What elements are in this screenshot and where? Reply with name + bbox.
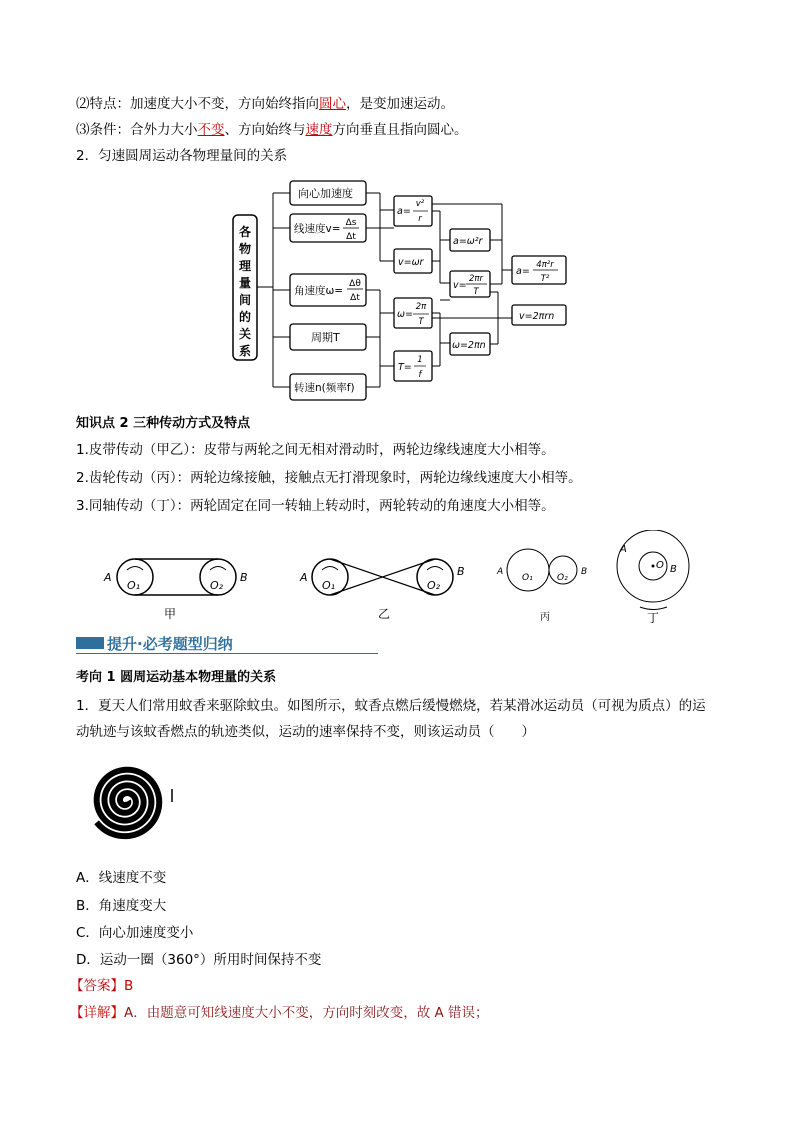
linear-velocity-label: 线速度v= — [294, 223, 341, 235]
option-d[interactable]: D．运动一圈（360°）所用时间保持不变 — [76, 952, 322, 968]
left-label-char: 量 — [238, 276, 252, 290]
belt-drive-text: 1.皮带传动（甲乙）：皮带与两轮之间无相对滑动时，两轮边缘线速度大小相等。 — [76, 442, 555, 458]
gear-drive-text: 2.齿轮传动（丙）：两轮边缘接触，接触点无打滑现象时，两轮边缘线速度大小相等。 — [76, 470, 582, 486]
yi-label-O1: O₁ — [322, 579, 336, 592]
left-label-char: 物 — [238, 242, 252, 256]
centripetal-accel-label: 向心加速度 — [298, 187, 353, 200]
spiral-figure — [72, 752, 182, 852]
v-2pirn: v=2πrn — [519, 311, 555, 322]
w-2piT-den: T — [418, 317, 424, 327]
frac-ds-num: Δs — [345, 218, 357, 228]
transmission-figures — [0, 530, 794, 630]
banner-underline — [76, 653, 378, 654]
jia-label-O1: O₁ — [127, 579, 141, 592]
yi-label-B: B — [457, 565, 465, 578]
ding-label-O: O — [656, 560, 664, 571]
period-label: 周期T — [311, 331, 340, 344]
bing-label-O1: O₁ — [522, 573, 533, 583]
option-a[interactable]: A．线速度不变 — [76, 870, 167, 886]
coaxial-drive-text: 3.同轴传动（丁）：两轮固定在同一转轴上转动时，两轮转动的角速度大小相等。 — [76, 498, 555, 514]
yi-label-A: A — [300, 571, 308, 584]
cond-b: 不变 — [197, 122, 225, 138]
knowledge-point-2-title: 知识点 2 三种传动方式及特点 — [76, 416, 251, 431]
yi-label-O2: O₂ — [427, 579, 441, 592]
T-1f-den: f — [418, 370, 422, 380]
yi-caption: 乙 — [377, 607, 391, 621]
question-stem-line2: 动轨迹与该蚊香燃点的轨迹类似，运动的速率保持不变，则该运动员（ ） — [76, 724, 535, 740]
w-2piT-lhs: ω= — [397, 309, 413, 320]
question-stem-line1: 1．夏天人们常用蚊香来驱除蚊虫。如图所示，蚊香点燃后缓慢燃烧，若某滑冰运动员（可视为质点）的运 — [76, 698, 706, 714]
detail-text: A．由题意可知线速度大小不变，方向时刻改变，故 A 错误； — [124, 1005, 489, 1021]
answer-tag: 【答案】 — [70, 978, 124, 994]
v-2pirT-num: 2πr — [468, 274, 484, 284]
frac-ds-den: Δt — [346, 232, 356, 242]
left-label-char: 理 — [238, 259, 252, 273]
cond-c: 、方向始终与 — [224, 122, 306, 138]
rotation-rate-label: 转速n(频率f) — [294, 382, 355, 394]
a-4pi2r-lhs: a= — [516, 266, 530, 277]
option-c[interactable]: C．向心加速度变小 — [76, 925, 194, 941]
left-label-char: 关 — [238, 327, 252, 341]
bing-label-B: B — [581, 567, 588, 577]
bing-label-A: A — [497, 567, 504, 577]
jia-label-A: A — [104, 571, 112, 584]
detail-tag: 【详解】 — [70, 1005, 124, 1021]
w-2piT-num: 2π — [415, 302, 427, 312]
relation-diagram — [0, 0, 794, 410]
ding-caption: 丁 — [646, 611, 660, 625]
angular-velocity-label: 角速度ω= — [294, 285, 344, 297]
answer-line — [70, 976, 133, 996]
jia-caption: 甲 — [163, 607, 177, 621]
bing-label-O2: O₂ — [557, 573, 568, 583]
answer-value: B — [124, 978, 134, 994]
left-label-char: 间 — [238, 293, 252, 307]
frac-dtheta-den: Δt — [350, 293, 360, 303]
bing-caption: 丙 — [540, 612, 550, 623]
banner-accent — [76, 637, 104, 649]
feature-suffix: ，是变加速运动。 — [346, 96, 454, 112]
a-v2r-num: v² — [415, 199, 425, 209]
feature-text: ⑵特点：加速度大小不变，方向始终指向 — [76, 96, 319, 112]
left-label-char: 的 — [238, 310, 252, 324]
cond-a: ⑶条件：合外力大小 — [76, 122, 198, 138]
detail-line — [70, 1003, 489, 1023]
T-1f-num: 1 — [417, 355, 423, 365]
ding-label-A: A — [620, 544, 627, 555]
figure-bing — [507, 549, 577, 591]
jia-label-O2: O₂ — [210, 579, 224, 592]
w-2pin: ω=2πn — [452, 340, 486, 351]
question-topic: 考向 1 圆周运动基本物理量的关系 — [76, 670, 277, 685]
feature-center: 圆心 — [319, 96, 346, 112]
a-4pi2r-den: T² — [540, 274, 550, 284]
section-banner — [76, 632, 378, 654]
cond-e: 方向垂直且指向圆心。 — [332, 122, 468, 138]
figure-ding — [617, 530, 689, 610]
ding-label-B: B — [670, 564, 677, 575]
v-wr: v=ωr — [398, 257, 424, 268]
a-v2r-lhs: a= — [397, 206, 411, 217]
cond-d: 速度 — [305, 122, 333, 138]
a-v2r-den: r — [418, 214, 422, 224]
left-label-char: 各 — [238, 225, 252, 239]
v-2pirT-den: T — [473, 287, 479, 297]
v-2pirT-lhs: v= — [453, 280, 467, 291]
frac-dtheta-num: Δθ — [349, 279, 361, 289]
left-label-char: 系 — [238, 344, 252, 358]
T-1f-lhs: T= — [398, 362, 412, 373]
option-b[interactable]: B．角速度变大 — [76, 898, 167, 914]
a-4pi2r-num: 4π²r — [536, 260, 554, 270]
spiral-path — [97, 770, 160, 836]
section-heading-2: 2．匀速圆周运动各物理量间的关系 — [76, 148, 288, 164]
a-w2r: a=ω²r — [453, 236, 483, 247]
banner-title: 提升·必考题型归纳 — [107, 635, 233, 653]
jia-label-B: B — [240, 571, 248, 584]
